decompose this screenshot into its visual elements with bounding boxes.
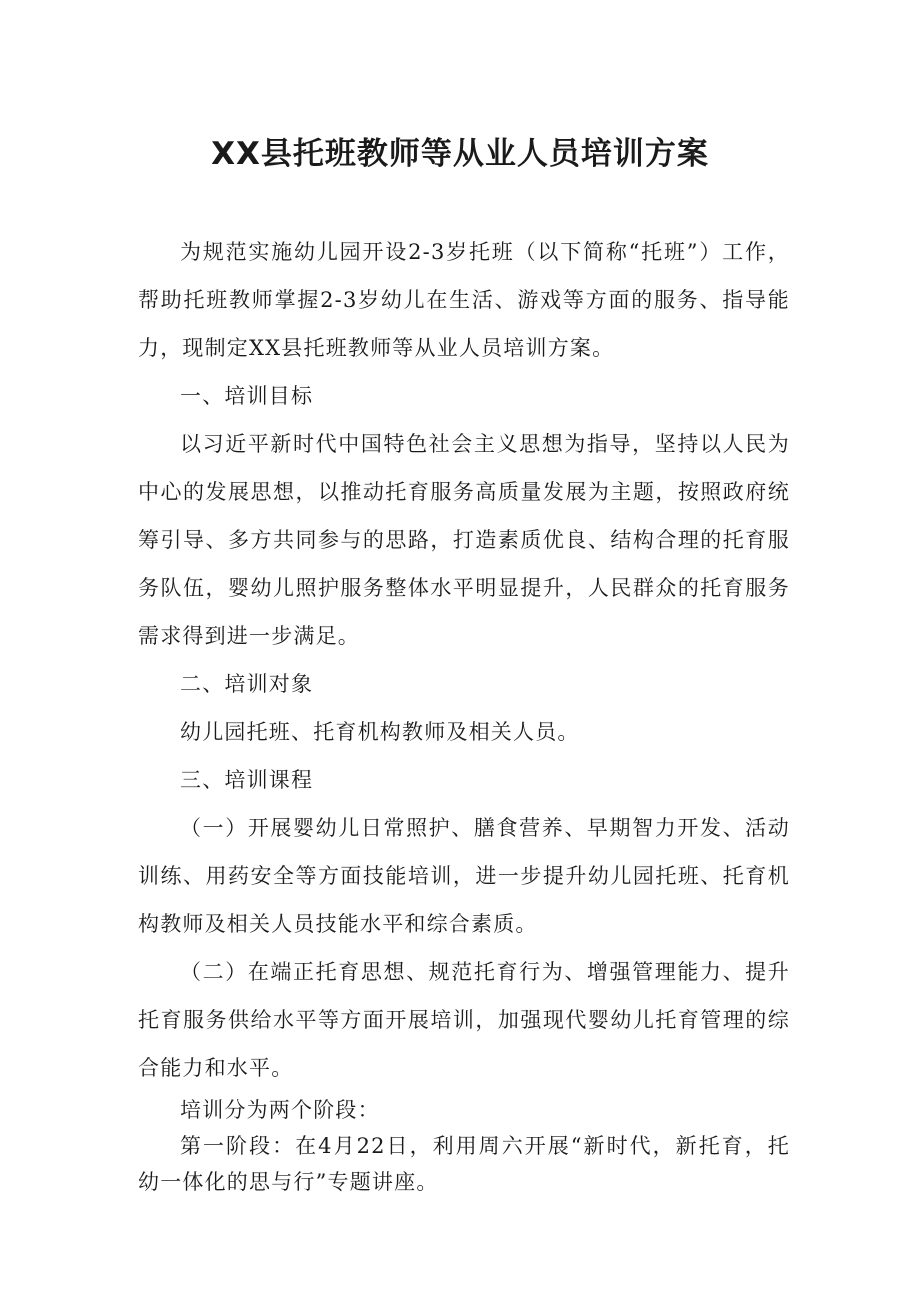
course-item-2: （二）在端正托育思想、规范托育行为、增强管理能力、提升托育服务供给水平等方面开展培训，加强现代婴幼儿托育管理的综合能力和水平。: [138, 960, 790, 1080]
course-item-1: （一）开展婴幼儿日常照护、膳食营养、早期智力开发、活动训练、用药安全等方面技能培训，进一步提升幼儿园托班、托育机构教师及相关人员技能水平和综合素质。: [138, 816, 790, 936]
stages-intro: 培训分为两个阶段：: [180, 1098, 380, 1122]
section-heading-training-targets: 二、培训对象: [180, 672, 314, 696]
document-body: [138, 228, 790, 1200]
training-goals-paragraph: 以习近平新时代中国特色社会主义思想为指导，坚持以人民为中心的发展思想，以推动托育服务高质量发展为主题，按照政府统筹引导、多方共同参与的思路，打造素质优良、结构合理的托育服务队伍，婴幼儿照护服务整体水平明显提升，人民群众的托育服务需求得到进一步满足。: [138, 432, 790, 648]
section-heading-training-goals: 一、培训目标: [180, 384, 314, 408]
training-targets-paragraph: 幼儿园托班、托育机构教师及相关人员。: [180, 720, 580, 744]
section-heading-training-courses: 三、培训课程: [180, 768, 314, 792]
stage-1-paragraph: 第一阶段：在4月22日，利用周六开展“新时代，新托育，托幼一体化的思与行”专题讲座。: [138, 1134, 790, 1194]
document-title: XX县托班教师等从业人员培训方案: [211, 136, 709, 172]
intro-paragraph: 为规范实施幼儿园开设2-3岁托班（以下简称“托班”）工作，帮助托班教师掌握2-3岁幼儿在生活、游戏等方面的服务、指导能力，现制定XX县托班教师等从业人员培训方案。: [138, 240, 790, 360]
